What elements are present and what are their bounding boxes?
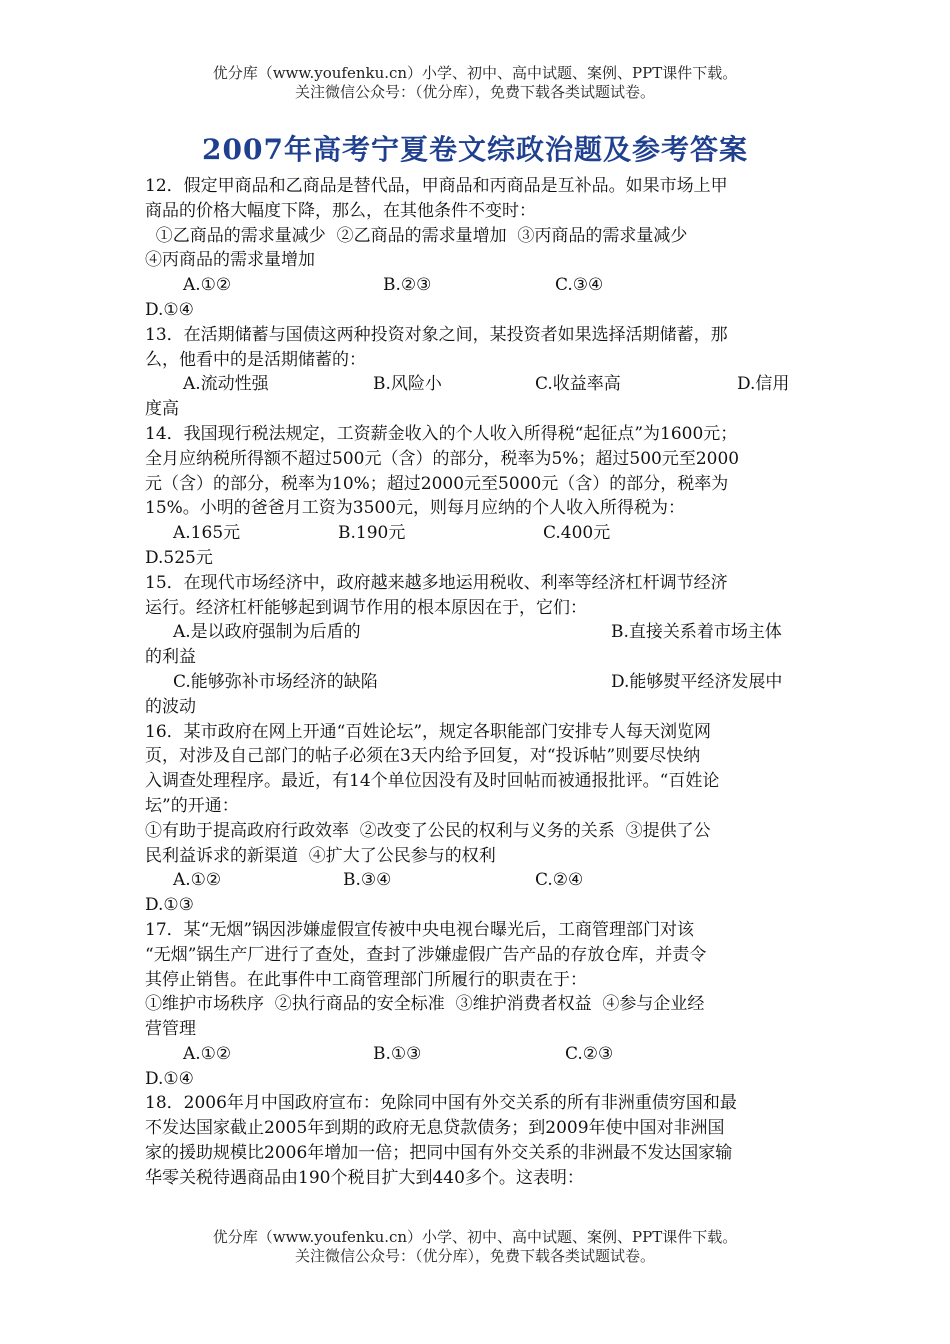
q17-option-d: D.①④ <box>145 1068 194 1089</box>
q13-option-d-cont: 度高 <box>145 399 179 420</box>
q12-stem-2: 商品的价格大幅度下降，那么，在其他条件不变时： <box>145 200 536 221</box>
q17-option-b: B.①③ <box>373 1043 422 1064</box>
q16-option-a: A.①② <box>173 870 222 891</box>
q15-option-b-cont: 的利益 <box>145 647 196 668</box>
document-body <box>145 174 810 1191</box>
q14-stem-3: 元（含）的部分，税率为10%；超过2000元至5000元（含）的部分，税率为 <box>145 473 729 494</box>
q18-stem-3: 家的援助规模比2006年增加一倍；把同中国有外交关系的非洲最不发达国家输 <box>145 1143 733 1164</box>
q12-option-a: A.①② <box>183 275 232 296</box>
q13-option-d: D.信用 <box>737 374 790 395</box>
q15-options-ab <box>145 620 810 645</box>
q16-items-1: ①有助于提高政府行政效率 ②改变了公民的权利与义务的关系 ③提供了公 <box>145 820 711 841</box>
q18-stem-1: 18．2006年月中国政府宣布：免除同中国有外交关系的所有非洲重债穷国和最 <box>145 1093 737 1114</box>
footer-line-1: 优分库（www.youfenku.cn）小学、初中、高中试题、案例、PPT课件下载。 <box>212 1228 738 1246</box>
q12-items-1: ①乙商品的需求量减少 ②乙商品的需求量增加 ③丙商品的需求量减少 <box>145 225 688 246</box>
q16-option-c: C.②④ <box>535 870 584 891</box>
q17-option-a: A.①② <box>183 1043 232 1064</box>
q16-stem-3: 入调查处理程序。最近，有14个单位因没有及时回帖而被通报批评。“百姓论 <box>145 771 720 792</box>
q17-items-1: ①维护市场秩序 ②执行商品的安全标准 ③维护消费者权益 ④参与企业经 <box>145 994 705 1015</box>
q14-stem-4: 15%。小明的爸爸月工资为3500元，则每月应纳的个人收入所得税为： <box>145 498 686 519</box>
q15-option-a: A.是以政府强制为后盾的 <box>173 622 361 643</box>
q17-stem-2: “无烟”锅生产厂进行了查处，查封了涉嫌虚假广告产品的存放仓库，并责令 <box>145 944 707 965</box>
footer-line-2: 关注微信公众号：（优分库），免费下载各类试题试卷。 <box>294 1247 655 1265</box>
document-title: 2007年高考宁夏卷文综政治题及参考答案 <box>202 133 748 166</box>
q15-option-c: C.能够弥补市场经济的缺陷 <box>173 671 378 692</box>
q16-options <box>145 868 810 893</box>
q15-option-d: D.能够熨平经济发展中 <box>611 671 783 692</box>
q16-option-b: B.③④ <box>343 870 392 891</box>
q16-stem-1: 16．某市政府在网上开通“百姓论坛”，规定各职能部门安排专人每天浏览网 <box>145 721 712 742</box>
q14-stem-1: 14．我国现行税法规定，工资薪金收入的个人收入所得税“起征点”为1600元； <box>145 423 738 444</box>
q16-stem-4: 坛”的开通： <box>145 795 239 816</box>
q12-option-c: C.③④ <box>555 275 604 296</box>
q15-option-d-cont: 的波动 <box>145 696 196 717</box>
q12-options <box>145 273 810 298</box>
q12-items-2: ④丙商品的需求量增加 <box>145 250 315 271</box>
q14-option-d: D.525元 <box>145 547 213 568</box>
q12-option-d: D.①④ <box>145 299 194 320</box>
q12-stem-1: 12．假定甲商品和乙商品是替代品，甲商品和丙商品是互补品。如果市场上甲 <box>145 176 728 196</box>
q16-items-2: 民利益诉求的新渠道 ④扩大了公民参与的权利 <box>145 845 496 866</box>
q17-stem-1: 17．某“无烟”锅因涉嫌虚假宣传被中央电视台曝光后，工商管理部门对该 <box>145 919 695 940</box>
q14-option-c: C.400元 <box>543 523 611 544</box>
q13-stem-2: 么，他看中的是活期储蓄的： <box>145 349 366 370</box>
q17-option-c: C.②③ <box>565 1043 614 1064</box>
q18-stem-4: 华零关税待遇商品由190个税目扩大到440多个。这表明： <box>145 1167 584 1188</box>
q14-options <box>145 521 810 546</box>
q14-option-a: A.165元 <box>173 523 241 544</box>
q13-option-c: C.收益率高 <box>535 374 621 395</box>
q17-stem-3: 其停止销售。在此事件中工商管理部门所履行的职责在于： <box>145 969 587 990</box>
q13-option-b: B.风险小 <box>373 374 442 395</box>
q15-option-b: B.直接关系着市场主体 <box>611 622 782 643</box>
header-line-1: 优分库（www.youfenku.cn）小学、初中、高中试题、案例、PPT课件下载。 <box>212 64 738 82</box>
q12-option-b: B.②③ <box>383 275 432 296</box>
q15-stem-1: 15．在现代市场经济中，政府越来越多地运用税收、利率等经济杠杆调节经济 <box>145 572 728 593</box>
header-line-2: 关注微信公众号：（优分库），免费下载各类试题试卷。 <box>294 83 655 101</box>
q16-stem-2: 页，对涉及自己部门的帖子必须在3天内给予回复，对“投诉帖”则要尽快纳 <box>145 746 701 767</box>
q13-option-a: A.流动性强 <box>183 374 269 395</box>
q15-stem-2: 运行。经济杠杆能够起到调节作用的根本原因在于，它们： <box>145 597 587 618</box>
q13-options <box>145 372 810 397</box>
q14-option-b: B.190元 <box>338 523 406 544</box>
q14-stem-2: 全月应纳税所得额不超过500元（含）的部分，税率为5%；超过500元至2000 <box>145 448 740 469</box>
q18-stem-2: 不发达国家截止2005年到期的政府无息贷款债务；到2009年使中国对非洲国 <box>145 1118 725 1139</box>
q16-option-d: D.①③ <box>145 895 194 916</box>
q17-options <box>145 1042 810 1067</box>
q15-options-cd <box>145 670 810 695</box>
q17-items-2: 营管理 <box>145 1019 196 1040</box>
page-footer <box>0 1228 950 1266</box>
q13-stem-1: 13．在活期储蓄与国债这两种投资对象之间，某投资者如果选择活期储蓄，那 <box>145 324 728 345</box>
page-header <box>0 64 950 102</box>
